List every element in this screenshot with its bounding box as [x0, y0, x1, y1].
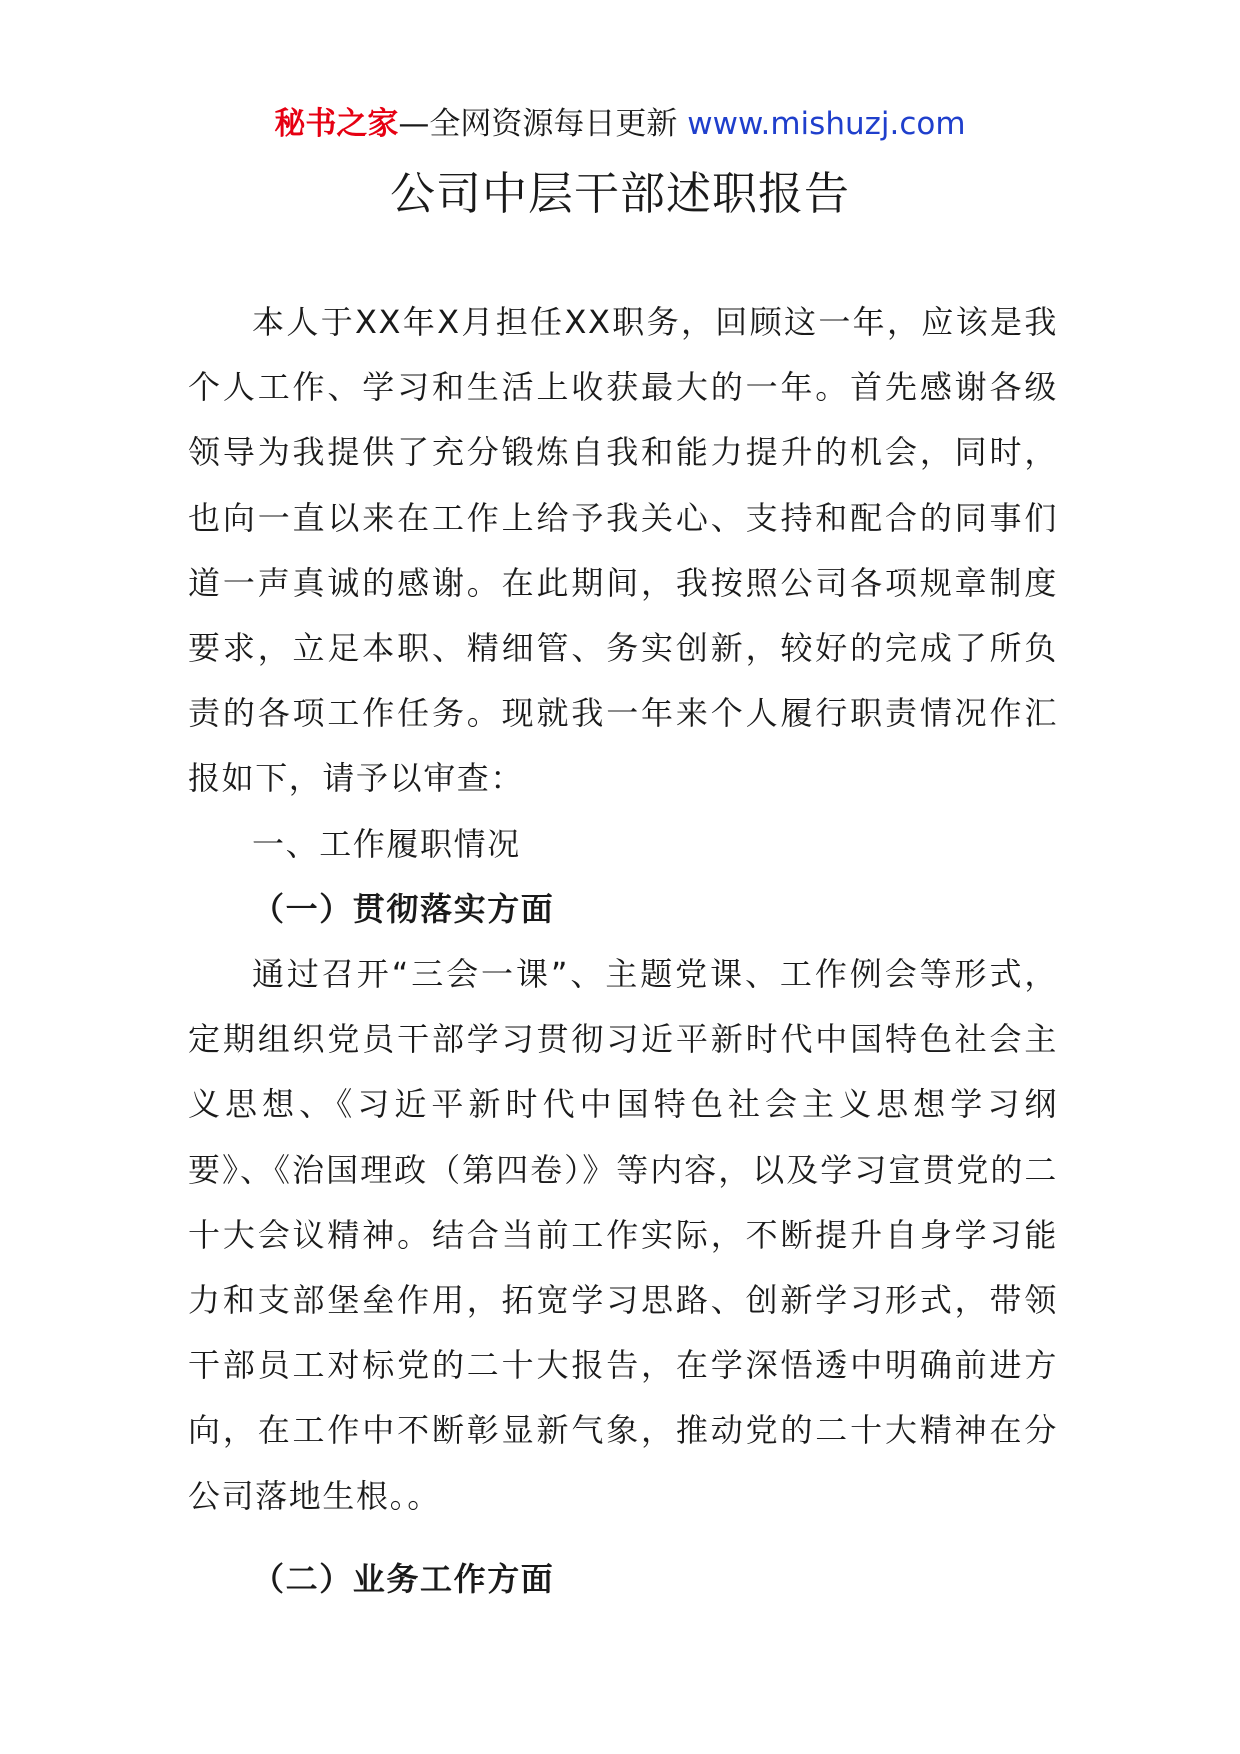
- intro-paragraph: 本人于XX年X月担任XX职务，回顾这一年，应该是我个人工作、学习和生活上收获最大的一年。首先感谢各级领导为我提供了充分锻炼自我和能力提升的机会，同时，也向一直以来在工作上给予我关心、支持和配合的同事们道一声真诚的感谢。在此期间，我按照公司各项规章制度要求，立足本职、精细管、务实创新，较好的完成了所负责的各项工作任务。现就我一年来个人履行职责情况作汇报如下，请予以审查：: [188, 303, 1058, 798]
- document-body: [188, 290, 1058, 1612]
- subsection-heading: （二）业务工作方面: [252, 1559, 555, 1598]
- banner-slogan: —全网资源每日更新: [398, 106, 678, 142]
- site-banner: [0, 100, 1240, 148]
- body-paragraph: 通过召开“三会一课”、主题党课、工作例会等形式，定期组织党员干部学习贯彻习近平新时代中国特色社会主义思想、《习近平新时代中国特色社会主义思想学习纲要》、《治国理政（第四卷）》等内容，以及学习宣贯党的二十大会议精神。结合当前工作实际，不断提升自身学习能力和支部堡垒作用，拓宽学习思路、创新学习形式，带领干部员工对标党的二十大报告，在学深悟透中明确前进方向，在工作中不断彰显新气象，推动党的二十大精神在分公司落地生根。。: [188, 955, 1058, 1515]
- document-title: 公司中层干部述职报告: [389, 167, 850, 220]
- subsection-heading: （一）贯彻落实方面: [252, 889, 555, 928]
- banner-brand: 秘书之家: [274, 106, 399, 142]
- section-heading: 一、工作履职情况: [252, 824, 521, 863]
- banner-url-link[interactable]: www.mishuzj.com: [687, 106, 966, 142]
